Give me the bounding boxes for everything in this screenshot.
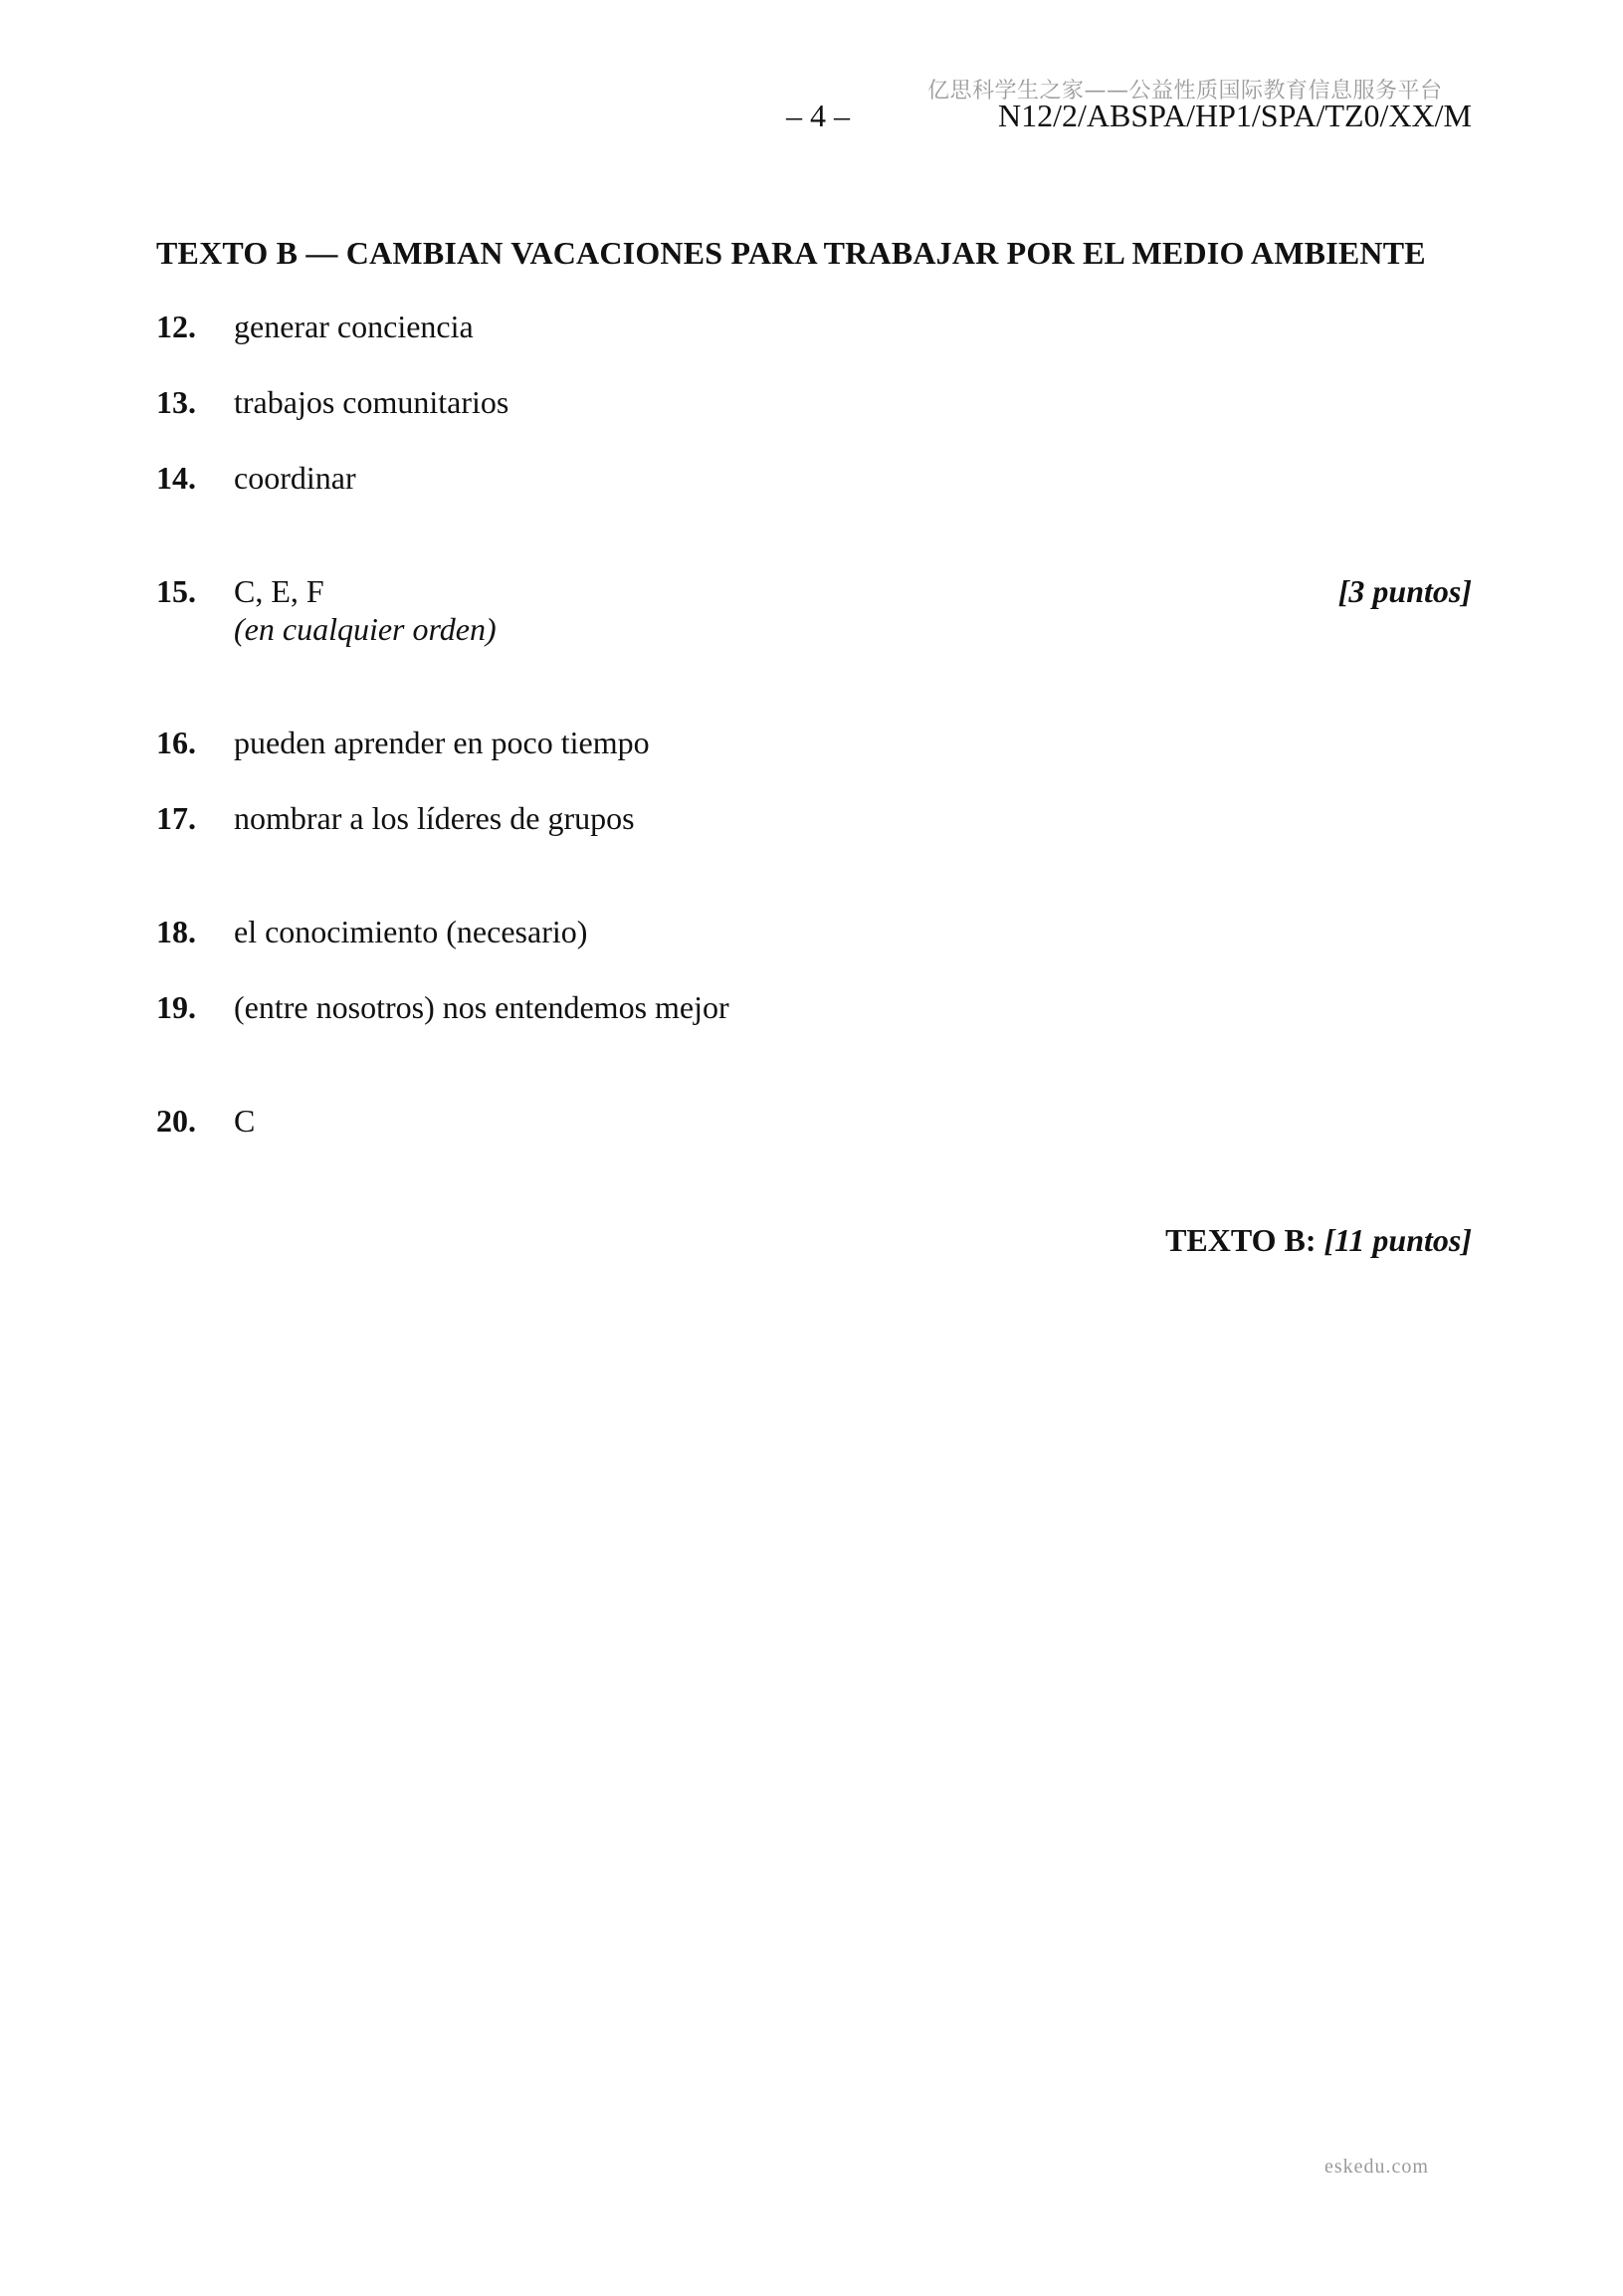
document-code: N12/2/ABSPA/HP1/SPA/TZ0/XX/M xyxy=(998,98,1472,133)
section-title: TEXTO B — CAMBIAN VACACIONES PARA TRABAJAR POR EL MEDIO AMBIENTE xyxy=(156,235,1426,271)
watermark-bottom: eskedu.com xyxy=(1324,2156,1429,2178)
question-number: 20. xyxy=(156,1103,196,1139)
question-number: 14. xyxy=(156,460,196,496)
answer-text: C, E, F xyxy=(234,573,324,609)
total-points: [11 puntos] xyxy=(1323,1222,1472,1258)
answer-text: (entre nosotros) nos entendemos mejor xyxy=(234,989,729,1025)
question-15 xyxy=(156,573,497,647)
question-number: 15. xyxy=(156,573,196,609)
question-number: 16. xyxy=(156,725,196,760)
answer-text: C xyxy=(234,1103,256,1139)
question-number: 18. xyxy=(156,914,196,949)
answer-text: pueden aprender en poco tiempo xyxy=(234,725,650,760)
question-15-marks: [3 puntos] xyxy=(1337,573,1472,609)
watermark-top: 亿思科学生之家——公益性质国际教育信息服务平台 xyxy=(927,79,1443,104)
question-20 xyxy=(156,1103,255,1140)
answer-text: coordinar xyxy=(234,460,356,496)
question-17 xyxy=(156,800,635,837)
question-16 xyxy=(156,725,650,761)
question-number: 13. xyxy=(156,384,196,420)
question-number: 12. xyxy=(156,309,196,344)
question-18 xyxy=(156,914,587,950)
page-number: – 4 – xyxy=(786,98,850,133)
question-12 xyxy=(156,309,474,345)
question-number: 17. xyxy=(156,800,196,836)
answer-text: el conocimiento (necesario) xyxy=(234,914,588,949)
question-19 xyxy=(156,989,729,1026)
question-14 xyxy=(156,460,356,497)
total-label: TEXTO B: xyxy=(1165,1222,1317,1258)
answer-text: trabajos comunitarios xyxy=(234,384,509,420)
answer-text: nombrar a los líderes de grupos xyxy=(234,800,635,836)
section-total xyxy=(1165,1222,1472,1259)
answer-text: generar conciencia xyxy=(234,309,474,344)
answer-note: (en cualquier orden) xyxy=(234,611,497,647)
question-13 xyxy=(156,384,508,421)
question-number: 19. xyxy=(156,989,196,1025)
